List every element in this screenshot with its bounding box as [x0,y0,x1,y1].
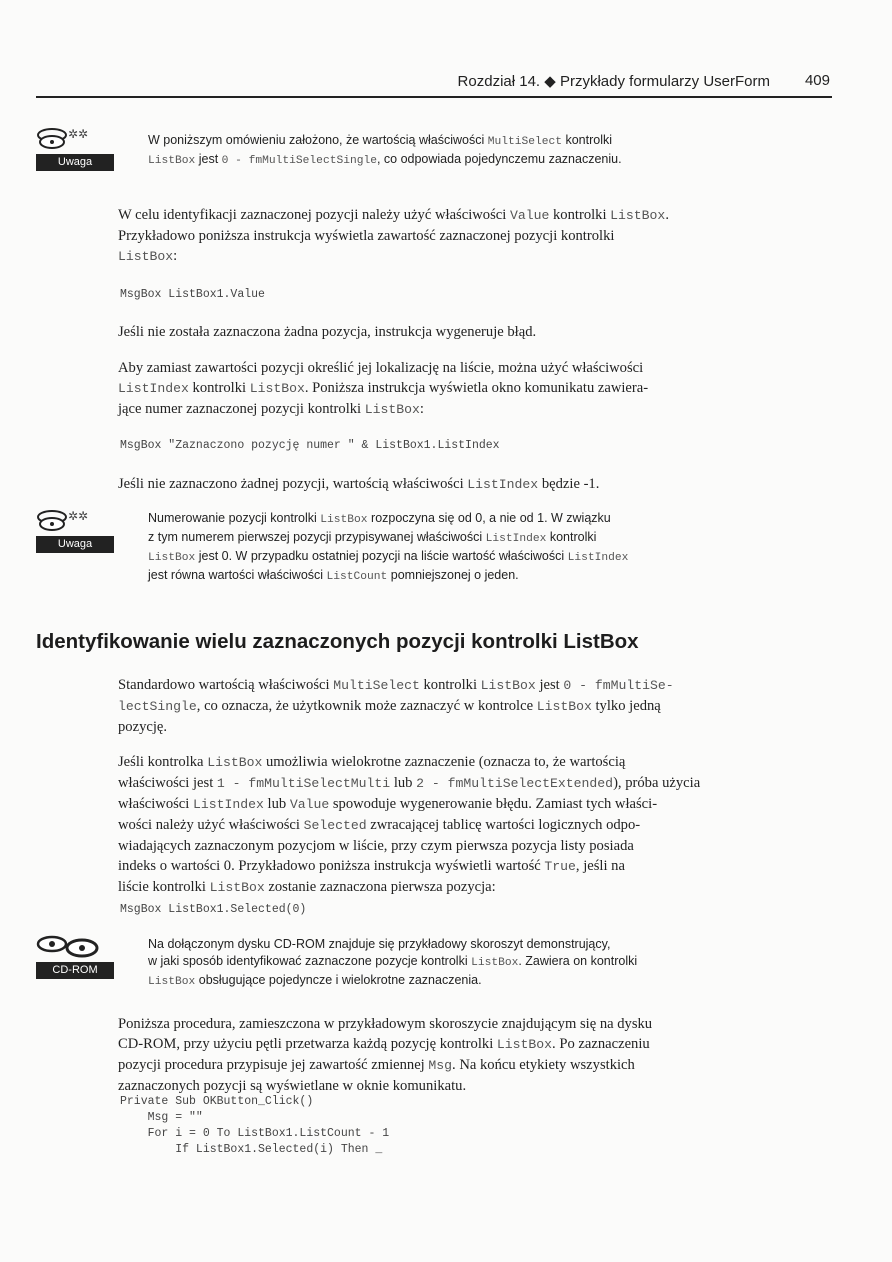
cdrom-badge: CD-ROM [36,962,114,979]
paragraph: Aby zamiast zawartości pozycji określić jej lokalizację na liście, można użyć właściwości ListIndex kontrolki ListBox. Poniższa instrukcja wyświetla okno komunikatu zawiera- jące numer zaznaczonej pozycji kontrolki ListBox: [118,360,649,417]
note-text: Na dołączonym dysku CD-ROM znajduje się przykładowy skoroszyt demonstrujący, w jaki sposób identyfikować zaznaczone pozycje kontrolki ListBox. Zawiera on kontrolki ListBox obsługujące pojedyncze i wielokrotne zaznaczenia. [148,937,638,988]
paragraph: Poniższa procedura, zamieszczona w przykładowym skoroszycie znajdującym się na dysku CD-ROM, przy użyciu pętli przetwarza każdą pozycję kontrolki ListBox. Po zaznaczeniu pozycji procedura przypisuje jej zawartość zmiennej Msg. Na końcu etykiety wszystkich zaznaczonych pozycji są wyświetlane w oknie komunikatu. [118,1016,653,1094]
note-text: W poniższym omówieniu założono, że wartością właściwości MultiSelect kontrolki ListBox jest 0 - fmMultiSelectSingle, co odpowiada pojedynczemu zaznaczeniu. [148,133,622,167]
paragraph: W celu identyfikacji zaznaczonej pozycji należy użyć właściwości Value kontrolki ListBox. Przykładowo poniższa instrukcja wyświetla zawartość zaznaczonej pozycji kontrolki ListBox: [118,207,669,264]
note-badge: Uwaga [36,154,114,171]
cd-icon [36,932,116,996]
svg-text:✲✲: ✲✲ [68,509,89,523]
code-snippet: MsgBox ListBox1.Selected(0) [120,903,307,916]
paragraph: Jeśli nie została zaznaczona żadna pozycja, instrukcja wygeneruje błąd. [118,324,537,340]
chapter-title: Rozdział 14. ◆ Przykłady formularzy UserForm [457,73,770,90]
note-badge: Uwaga [36,536,114,553]
running-header [36,66,832,98]
note-icon [36,506,116,570]
note-text: Numerowanie pozycji kontrolki ListBox rozpoczyna się od 0, a nie od 1. W związku z tym numerem pierwszej pozycji przypisywanej właściwości ListIndex kontrolki ListBox jest 0. W przypadku ostatniej pozycji na liście wartość właściwości ListIndex jest równa wartości właściwości ListCount pomniejszonej o jeden. [148,511,629,583]
svg-text:✲✲: ✲✲ [68,127,89,141]
paragraph: Jeśli kontrolka ListBox umożliwia wielokrotne zaznaczenie (oznacza to, że wartością właściwości jest 1 - fmMultiSelectMulti lub 2 - fmMultiSelectExtended), próba użycia właściwości ListIndex lub Value spowoduje wygenerowanie błędu. Zamiast tych właści- wości należy użyć właściwości Selected zwracającej tablicę wartości logicznych odpo- wiadających zaznaczonym pozycjom w liście, przy czym pierwsza pozycja listy posiada indeks o wartości 0. Przykładowo poniższa instrukcja wyświetli wartość True, jeśli na liście kontrolki ListBox zostanie zaznaczona pierwsza pozycja: [118,754,701,895]
section-heading: Identyfikowanie wielu zaznaczonych pozycji kontrolki ListBox [36,630,639,653]
code-snippet: MsgBox "Zaznaczono pozycję numer " & ListBox1.ListIndex [120,439,500,452]
page-number: 409 [804,72,830,89]
code-snippet: MsgBox ListBox1.Value [120,288,265,301]
code-block: Private Sub OKButton_Click() Msg = "" For i = 0 To ListBox1.ListCount - 1 If ListBox1.Selected(i) Then _ [120,1095,390,1156]
paragraph: Jeśli nie zaznaczono żadnej pozycji, wartością właściwości ListIndex będzie -1. [118,476,600,492]
note-icon [36,124,116,188]
paragraph: Standardowo wartością właściwości MultiSelect kontrolki ListBox jest 0 - fmMultiSe- lectSingle, co oznacza, że użytkownik może zaznaczyć w kontrolce ListBox tylko jedną pozycję. [118,677,674,735]
